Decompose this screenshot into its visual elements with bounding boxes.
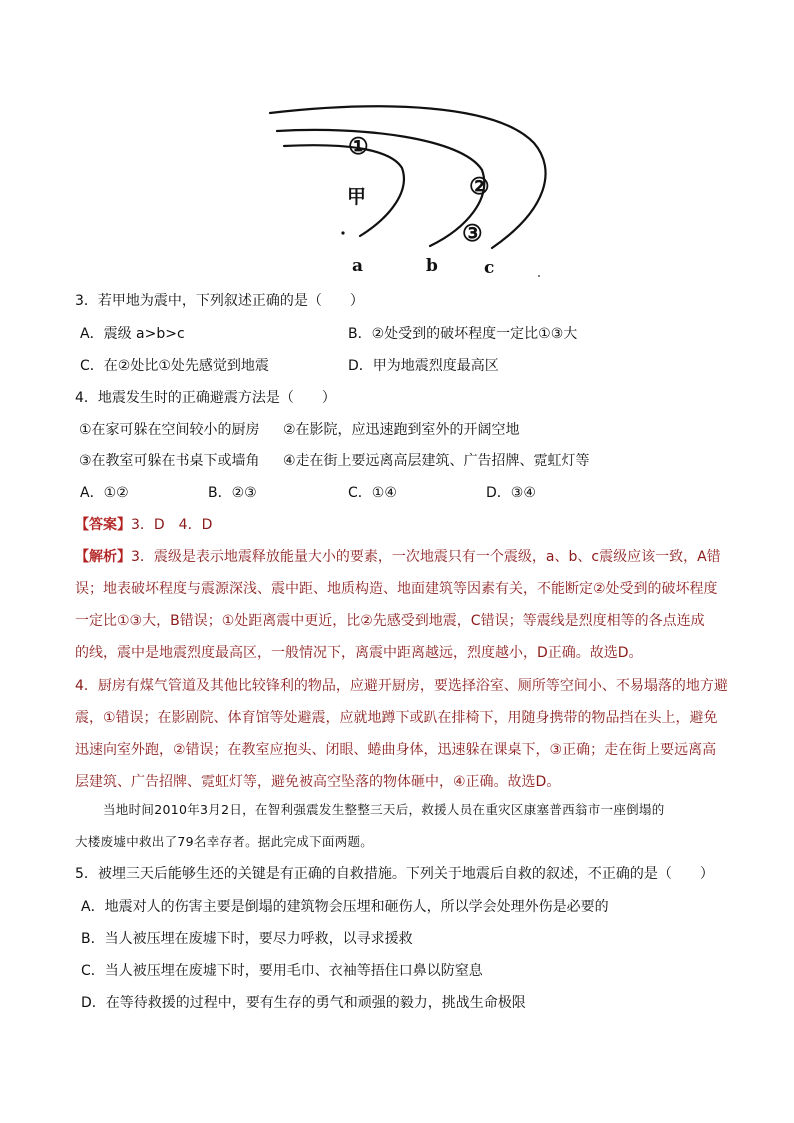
analysis-tag: 【解析】 (75, 549, 131, 565)
label-a: a (352, 256, 364, 276)
label-circle-3: ③ (462, 220, 483, 247)
analysis-line-6: 震，①错误；在影剧院、体育馆等处避震，应就地蹲下或趴在排椅下，用随身携带的物品挡在头上，避免 (75, 710, 718, 726)
q5-stem: 5．被埋三天后能够生还的关键是有正确的自救措施。下列关于地震后自救的叙述，不正确的是（ ） (75, 866, 714, 882)
isoseismal-curve-middle (277, 130, 484, 246)
label-b: b (426, 256, 438, 276)
q4-item-3: ③在教室可躲在书桌下或墙角 (79, 453, 260, 469)
q5-option-a: A．地震对人的伤害主要是倒塌的建筑物会压埋和砸伤人，所以学会处理外伤是必要的 (81, 899, 609, 915)
label-circle-1: ① (348, 133, 369, 160)
answer-tag: 【答案】 (75, 517, 131, 533)
q4-option-d: D．③④ (486, 485, 536, 501)
q4-option-c: C．①④ (348, 485, 397, 501)
epicenter-dot (341, 231, 344, 234)
analysis-line-3: 一定比①③大，B错误；①处距离震中更近，比②先感受到地震，C错误；等震线是烈度相等的各点连成 (75, 613, 705, 629)
isoseismal-diagram (262, 98, 552, 283)
q3-option-d: D．甲为地震烈度最高区 (348, 358, 499, 374)
analysis-text-1: 3．震级是表示地震释放能量大小的要素，一次地震只有一个震级，a、b、c震级应该一致，A错 (131, 549, 721, 565)
label-jia: 甲 (347, 186, 367, 208)
isoseismal-figure (262, 98, 552, 283)
isoseismal-curve-inner (284, 145, 404, 236)
q3-stem: 3．若甲地为震中，下列叙述正确的是（ ） (75, 293, 364, 309)
analysis-line-1 (75, 547, 721, 567)
q4-option-a: A．①② (80, 485, 129, 501)
q5-option-d: D．在等待救援的过程中，要有生存的勇气和顽强的毅力，挑战生命极限 (81, 995, 526, 1011)
q4-item-1: ①在家可躲在空间较小的厨房 (79, 422, 260, 438)
analysis-line-5: 4．厨房有煤气管道及其他比较锋利的物品，应避开厨房，要选择浴室、厕所等空间小、不易塌落的地方避 (75, 678, 728, 694)
label-circle-2: ② (469, 173, 490, 200)
q4-item-2: ②在影院，应迅速跑到室外的开阔空地 (283, 422, 520, 438)
analysis-line-2: 误；地表破坏程度与震源深浅、震中距、地质构造、地面建筑等因素有关，不能断定②处受到的破坏程度 (75, 581, 718, 597)
analysis-line-8: 层建筑、广告招牌、霓虹灯等，避免被高空坠落的物体砸中，④正确。故选D。 (75, 774, 561, 790)
q3-option-a: A．震级 a>b>c (80, 326, 185, 342)
label-c: c (484, 258, 495, 278)
q4-stem: 4．地震发生时的正确避震方法是（ ） (75, 390, 336, 406)
answer-body: 3．D 4．D (131, 517, 213, 533)
analysis-line-7: 迅速向室外跑，②错误；在教室应抱头、闭眼、蜷曲身体，迅速躲在课桌下，③正确；走在街上要远离高 (75, 742, 717, 758)
q5-option-b: B．当人被压埋在废墟下时，要尽力呼救，以寻求援救 (81, 931, 413, 947)
isoseismal-curve-outer (270, 106, 546, 248)
q5-option-c: C．当人被压埋在废墟下时，要用毛巾、衣袖等捂住口鼻以防窒息 (81, 963, 483, 979)
answer-line (75, 515, 212, 535)
q4-item-4: ④走在街上要远离高层建筑、广告招牌、霓虹灯等 (283, 453, 590, 469)
q4-option-b: B．②③ (208, 485, 257, 501)
passage-line-2: 大楼废墟中救出了79名幸存者。据此完成下面两题。 (75, 834, 374, 849)
q3-option-b: B．②处受到的破坏程度一定比①③大 (348, 326, 578, 342)
passage-line-1: 当地时间2010年3月2日，在智利强震发生整整三天后，救援人员在重灾区康塞普西翁市一座倒塌的 (103, 802, 665, 817)
corner-dot (538, 275, 540, 277)
q3-option-c: C．在②处比①处先感觉到地震 (80, 358, 269, 374)
analysis-line-4: 的线，震中是地震烈度最高区，一般情况下，离震中距离越远，烈度越小，D正确。故选D。 (75, 645, 643, 661)
